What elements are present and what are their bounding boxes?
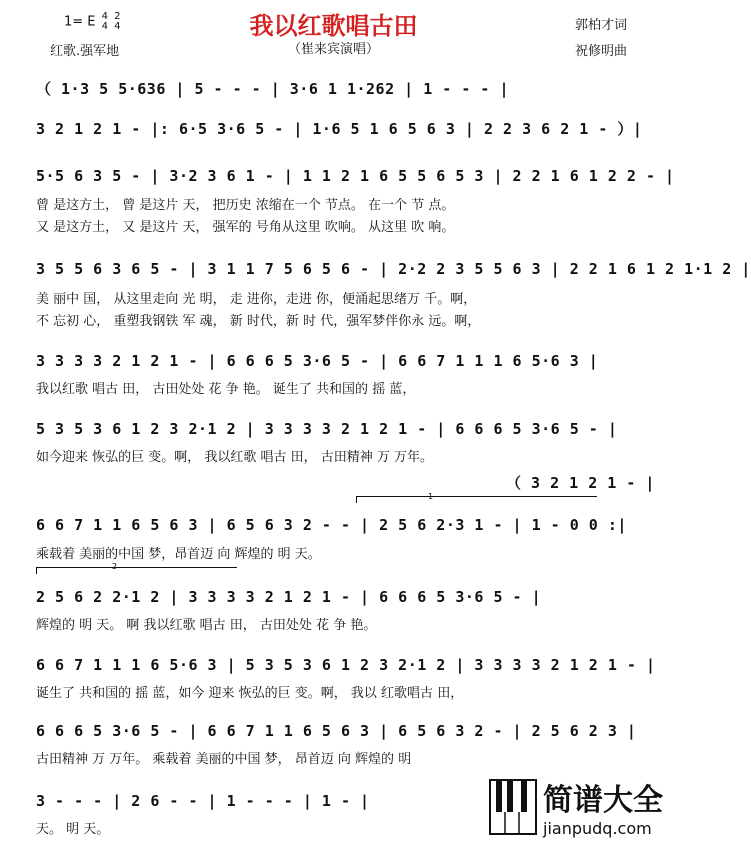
notation-row-8: 2 5 6 2 2·1 2 | 3 3 3 3 2 1 2 1 - | 6 6 6 5 3·6 5 - | xyxy=(36,588,542,606)
notation-row-10: 6 6 6 5 3·6 5 - | 6 6 7 1 1 6 5 6 3 | 6 5 6 3 2 - | 2 5 6 2 3 | xyxy=(36,722,637,740)
lyric-row-5: 我以红歌 唱古 田， 古田处处 花 争 艳。 诞生了 共和国的 摇 蓝， xyxy=(36,382,416,397)
aux-notation-row-7: （ 3 2 1 2 1 - | xyxy=(506,474,655,492)
genre-label: 红歌.强军地 xyxy=(50,44,120,59)
time-signature-2-4: 2 4 xyxy=(114,11,121,32)
watermark-brand: 简谱大全 xyxy=(543,783,663,818)
lyricist-credit: 郭柏才词 xyxy=(575,18,628,33)
lyric-row-3-verse-2: 又 是这方土， 又 是这片 天， 强军的 号角从这里 吹响。 从这里 吹 响。 xyxy=(36,220,455,235)
key-signature xyxy=(64,12,121,32)
song-title: 我以红歌唱古田 xyxy=(249,11,418,40)
notation-row-3: 5·5 6 3 5 - | 3·2 3 6 1 - | 1 1 2 1 6 5 5 6 5 3 | 2 2 1 6 1 2 2 - | xyxy=(36,167,675,185)
lyric-row-6: 如今迎来 恢弘的巨 变。啊， 我以红歌 唱古 田， 古田精神 万 万年。 xyxy=(36,450,434,465)
lyric-row-8: 辉煌的 明 天。 啊 我以红歌 唱古 田， 古田处处 花 争 艳。 xyxy=(36,618,377,633)
singer-credit: （崔来宾演唱） xyxy=(287,42,379,57)
notation-row-2: 3 2 1 2 1 - |: 6·5 3·6 5 - | 1·6 5 1 6 5 6 3 | 2 2 3 6 2 1 - ）| xyxy=(36,120,643,138)
key-label: 1= E xyxy=(64,14,96,30)
notation-row-11: 3 - - - | 2 6 - - | 1 - - - | 1 - | xyxy=(36,792,370,810)
notation-row-7: 6 6 7 1 1 6 5 6 3 | 6 5 6 3 2 - - | 2 5 6 2·3 1 - | 1 - 0 0 :| xyxy=(36,516,627,534)
lyric-row-3-verse-1: 曾 是这方土， 曾 是这片 天， 把历史 浓缩在一个 节点。 在一个 节 点。 xyxy=(36,198,455,213)
notation-row-9: 6 6 7 1 1 1 6 5·6 3 | 5 3 5 3 6 1 2 3 2·1 2 | 3 3 3 3 2 1 2 1 - | xyxy=(36,656,656,674)
volta-number-2: 2 xyxy=(112,562,118,571)
volta-number-1: 1 xyxy=(428,492,434,501)
lyric-row-9: 诞生了 共和国的 摇 蓝，如今 迎来 恢弘的巨 变。啊， 我以 红歌唱古 田， xyxy=(36,686,464,701)
lyric-row-7: 乘载着 美丽的中国 梦，昂首迈 向 辉煌的 明 天。 xyxy=(36,547,321,562)
notation-row-5: 3 3 3 3 2 1 2 1 - | 6 6 6 5 3·6 5 - | 6 6 7 1 1 1 6 5·6 3 | xyxy=(36,352,599,370)
lyric-row-4-verse-2: 不 忘初 心， 重塑我钢铁 军 魂， 新 时代，新 时 代，强军梦伴你永 远。啊， xyxy=(36,314,481,329)
volta-bracket-1 xyxy=(356,496,597,503)
notation-row-1: （ 1·3 5 5·636 | 5 - - - | 3·6 1 1·262 | 1 - - - | xyxy=(36,80,509,98)
lyric-row-4-verse-1: 美 丽中 国， 从这里走向 光 明， 走 进你，走进 你，便涌起思绪万 千。啊， xyxy=(36,292,477,307)
watermark xyxy=(489,775,663,838)
time-signature-4-4: 4 4 xyxy=(101,11,109,32)
lyric-row-10: 古田精神 万 万年。 乘载着 美丽的中国 梦， 昂首迈 向 辉煌的 明 xyxy=(36,752,412,767)
notation-row-6: 5 3 5 3 6 1 2 3 2·1 2 | 3 3 3 3 2 1 2 1 - | 6 6 6 5 3·6 5 - | xyxy=(36,420,618,438)
piano-icon xyxy=(489,779,537,835)
composer-credit: 祝修明曲 xyxy=(575,44,628,59)
lyric-row-11: 天。 明 天。 xyxy=(36,822,110,837)
notation-row-4: 3 5 5 6 3 6 5 - | 3 1 1 7 5 6 5 6 - | 2·2 2 3 5 5 6 3 | 2 2 1 6 1 2 1·1 2 | xyxy=(36,260,751,278)
volta-bracket-2 xyxy=(36,567,237,574)
watermark-url: jianpudq.com xyxy=(543,819,652,838)
